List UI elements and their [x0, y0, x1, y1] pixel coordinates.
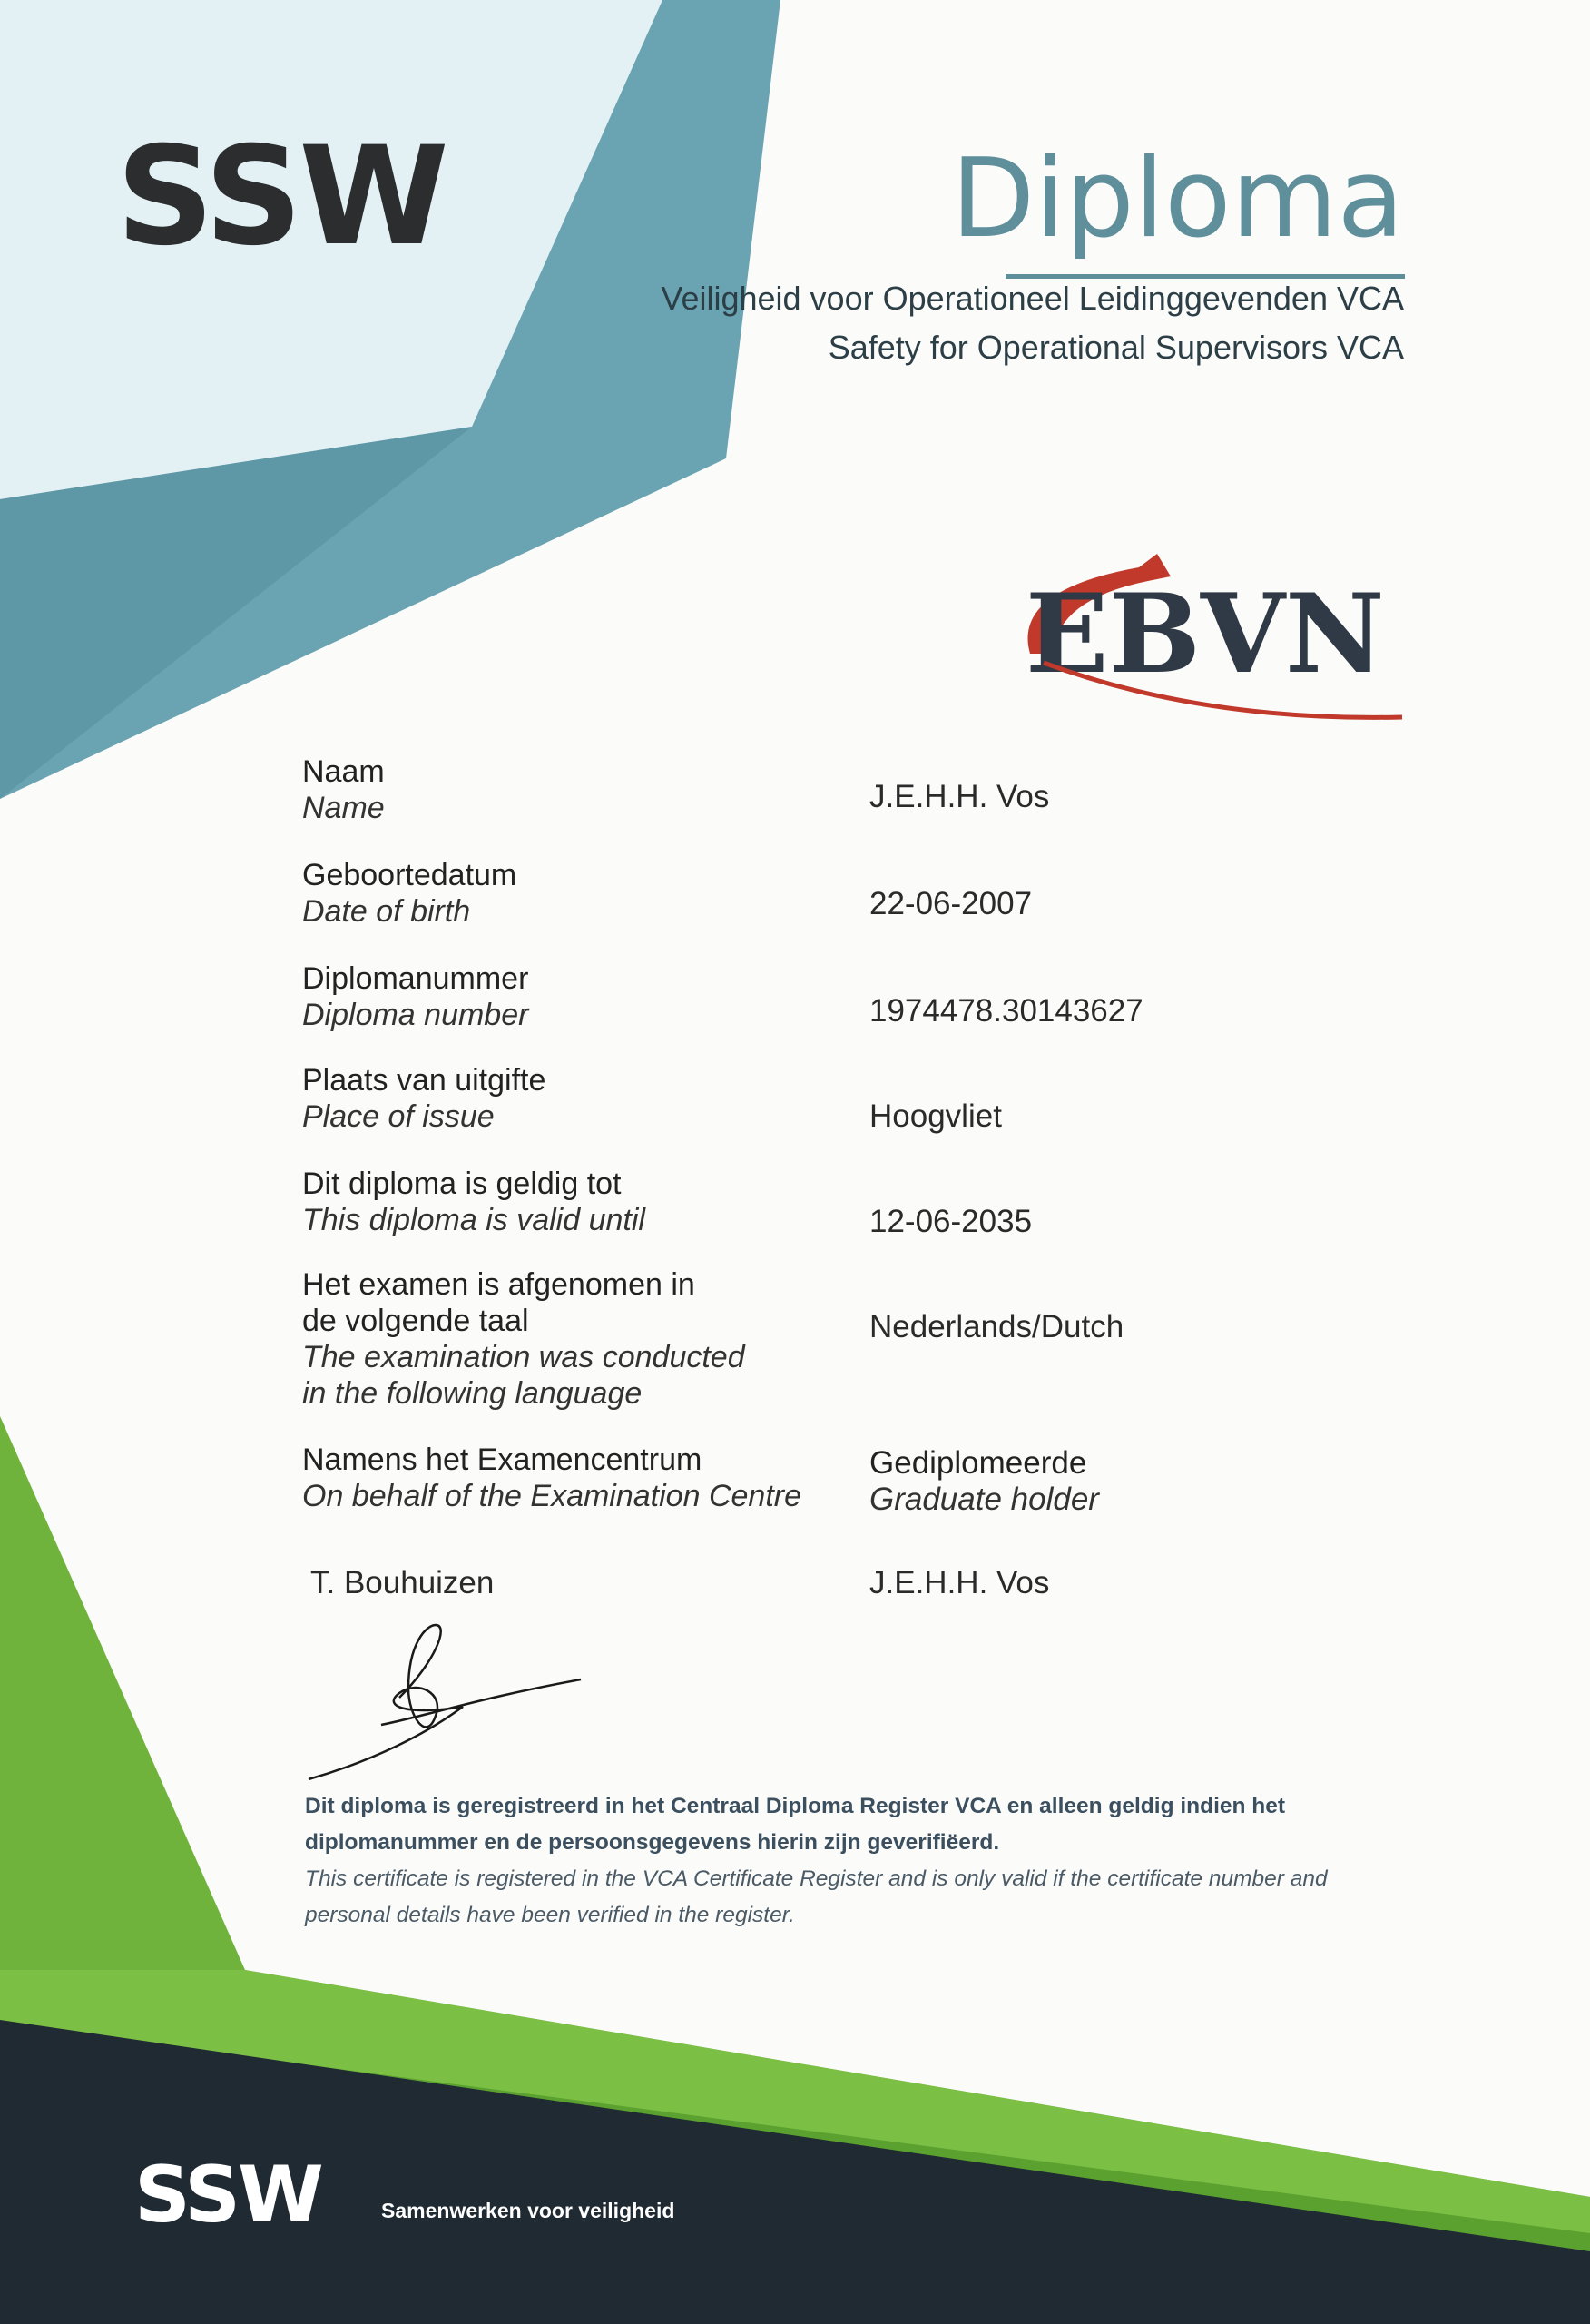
diploma-title: Diploma	[950, 136, 1404, 262]
value-place-of-issue: Hoogvliet	[869, 1098, 1002, 1134]
value-exam-language: Nederlands/Dutch	[869, 1309, 1124, 1344]
value-valid-until: 12-06-2035	[869, 1204, 1033, 1239]
label-valid-until: Dit diploma is geldig tot This diploma is valid until	[302, 1167, 645, 1237]
subtitle-dutch: Veiligheid voor Operationeel Leidinggevenden VCA	[661, 280, 1404, 317]
label-exam-language: Het examen is afgenomen in de volgende taal The examination was conducted in the following language	[302, 1267, 745, 1411]
label-diploma-number: Diplomanummer Diploma number	[302, 961, 529, 1032]
graduate-name: J.E.H.H. Vos	[869, 1565, 1050, 1600]
ebvn-wordmark: EBVN	[1026, 570, 1385, 698]
green-triangle	[0, 1416, 245, 2024]
subtitle-english: Safety for Operational Supervisors VCA	[828, 329, 1404, 366]
label-place-of-issue: Plaats van uitgifte Place of issue	[302, 1063, 546, 1134]
signature-stroke	[309, 1625, 581, 1779]
ebvn-logo	[976, 527, 1411, 726]
ssw-logo-top: SSW	[116, 118, 446, 276]
signatory-name: T. Bouhuizen	[310, 1565, 495, 1600]
label-examination-centre: Namens het Examencentrum On behalf of the Examination Centre	[302, 1443, 801, 1513]
handwritten-signature	[299, 1607, 590, 1788]
label-date-of-birth: Geboortedatum Date of birth	[302, 858, 517, 929]
value-diploma-number: 1974478.30143627	[869, 993, 1143, 1029]
registration-note: Dit diploma is geregistreerd in het Centraal Diploma Register VCA en alleen geldig indien het diplomanummer en de persoonsgegevens hierin zijn geverifiëerd. This certificate is registered in the VCA Certificate Register and is only valid if the certificate number and personal details have been verified in the register.	[305, 1794, 1328, 1927]
label-name: Naam Name	[302, 754, 385, 825]
value-date-of-birth: 22-06-2007	[869, 886, 1033, 921]
label-graduate-holder: Gediplomeerde Graduate holder	[869, 1445, 1099, 1517]
title-underline	[1006, 274, 1405, 279]
footer-tagline: Samenwerken voor veiligheid	[381, 2199, 675, 2222]
ssw-logo-bottom: SSW	[134, 2150, 321, 2240]
value-name: J.E.H.H. Vos	[869, 779, 1050, 814]
